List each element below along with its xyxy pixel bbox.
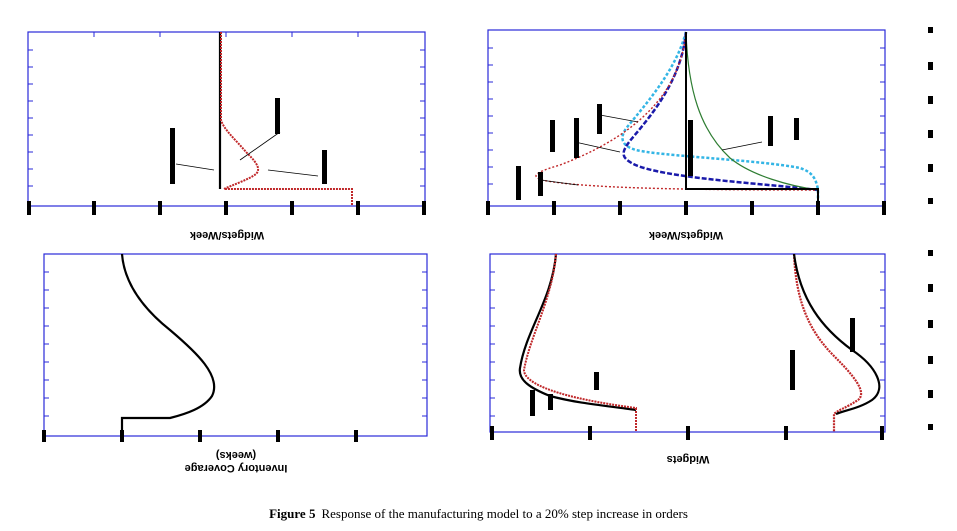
series-black-right (794, 254, 879, 414)
figure-caption (0, 506, 957, 522)
series-red-left (524, 254, 636, 432)
series-black-left (520, 254, 636, 410)
series-green (686, 32, 818, 190)
x-axis-label: Widgets/Week (189, 229, 265, 241)
x-axis-label: Widgets/Week (648, 229, 724, 241)
annotation-arrow (575, 142, 620, 152)
rotated-label-mark (322, 150, 327, 184)
annotation-arrow (540, 180, 578, 185)
annotation-arrow (268, 170, 318, 176)
panel-top-right (486, 27, 933, 241)
y-ticks (44, 272, 427, 416)
plot-frame (44, 254, 427, 436)
panel-bottom-left (42, 254, 427, 474)
tick-label-marks (486, 201, 886, 215)
figure-caption-text: Response of the manufacturing model to a 20% step increase in orders (321, 506, 688, 521)
rotated-label-mark (170, 128, 175, 184)
series-black (122, 254, 214, 436)
series-red (221, 32, 352, 206)
annotation-arrow (722, 142, 762, 150)
x-ticks-bottom (94, 32, 358, 206)
tick-label-marks (490, 426, 884, 440)
annotation-arrow (240, 132, 280, 160)
panel-top-left (27, 32, 426, 241)
annotation-arrow (600, 115, 638, 122)
right-side-tick-label-marks (928, 27, 933, 204)
plot-frame (28, 32, 425, 206)
tick-label-marks (27, 201, 426, 215)
x-axis-label-line2: (weeks) (215, 449, 257, 461)
x-axis-label: Widgets (666, 453, 710, 465)
x-axis-label-line1: Inventory Coverage (184, 462, 288, 474)
figure-number: Figure 5 (269, 506, 316, 521)
annotation-arrow (176, 164, 214, 170)
rotated-label-mark (275, 98, 280, 134)
right-side-tick-label-marks (928, 250, 933, 430)
panel-bottom-right (490, 250, 933, 465)
rotated-label-marks (516, 104, 799, 200)
y-ticks-left (28, 50, 425, 186)
